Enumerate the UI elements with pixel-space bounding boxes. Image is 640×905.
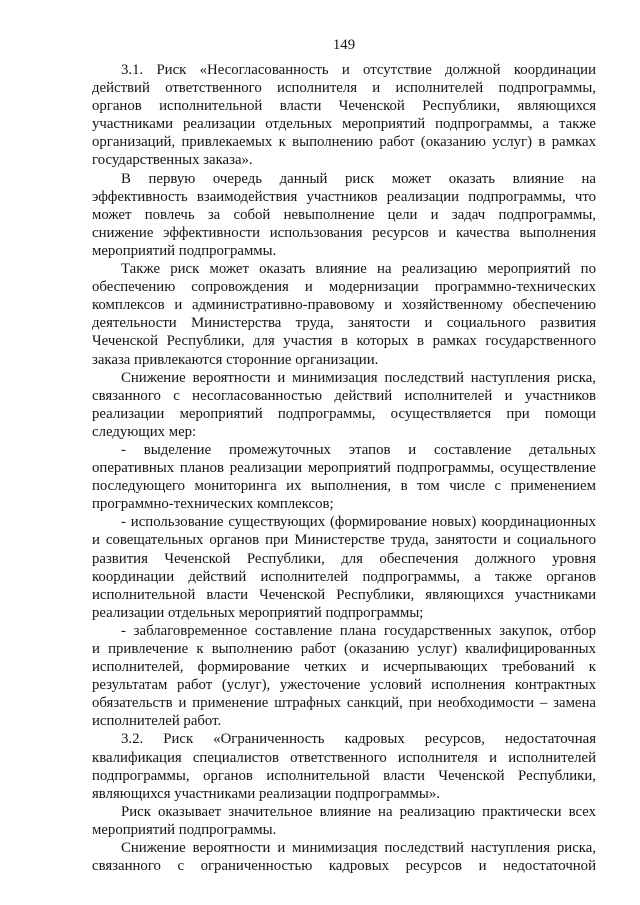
text-line: оперативных планов реализации мероприятий подпрограммы, осуществление [92, 460, 596, 477]
text-line: 3.2. Риск «Ограниченность кадровых ресурсов, недостаточная [121, 731, 596, 748]
text-line: обеспечению сопровождения и модернизации программно-технических [92, 279, 596, 296]
text-line: органов исполнительной власти Чеченской Республики, являющихся [92, 98, 596, 115]
text-line: действий ответственного исполнителя и исполнителей подпрограммы, [92, 80, 596, 97]
text-line: Снижение вероятности и минимизация последствий наступления риска, [121, 840, 596, 857]
text-line: Риск оказывает значительное влияние на реализацию практически всех [121, 803, 596, 820]
text-line: - выделение промежуточных этапов и составление детальных [121, 441, 596, 458]
text-line: являющихся участниками реализации подпрограммы». [92, 785, 440, 802]
text-line: комплексов и административно-правовому и хозяйственному обеспечению [92, 297, 596, 314]
text-line: и совещательных органов при Министерстве труда, занятости и социального [92, 532, 596, 549]
risk-3-2-paragraph [92, 730, 596, 802]
text-line: деятельности Министерства труда, занятости и социального развития [92, 315, 596, 332]
text-line: исполнителей, формирование четких и исчерпывающих требований к [92, 659, 596, 676]
body-text [92, 61, 596, 875]
mitigation-item-2 [92, 513, 596, 622]
text-line: координации действий исполнителей подпрограммы, а также органов [92, 568, 596, 585]
text-line: заказа привлекаются сторонние организации. [92, 351, 379, 368]
text-line: 3.1. Риск «Несогласованность и отсутствие должной координации [121, 62, 596, 78]
text-line: развития Чеченской Республики, для обеспечения должного уровня [92, 550, 596, 567]
text-line: подпрограммы, органов исполнительной власти Чеченской Республики, [92, 767, 596, 784]
text-line: В первую очередь данный риск может оказать влияние на [121, 170, 596, 187]
text-line: связанного с несогласованностью действий исполнителей и участников [92, 387, 596, 404]
text-line: программно-технических комплексов; [92, 496, 334, 513]
text-line: исполнительной власти Чеченской Республики, являющихся участниками [92, 586, 596, 603]
text-line: квалификация специалистов ответственного исполнителя и исполнителей [92, 749, 596, 766]
text-line: участниками реализации отдельных мероприятий подпрограммы, а также [92, 116, 596, 133]
text-line: государственных заказа». [92, 152, 253, 169]
risk-3-1-mitigation-intro-paragraph [92, 369, 596, 441]
text-line: последующего мониторинга их выполнения, в том числе с применением [92, 478, 596, 495]
text-line: связанного с ограниченностью кадровых ресурсов и недостаточной [92, 858, 596, 875]
text-line: - заблаговременное составление плана государственных закупок, отбор [121, 622, 596, 639]
risk-3-1-impact-paragraph [92, 170, 596, 260]
mitigation-item-3 [92, 622, 596, 731]
text-line: реализации мероприятий подпрограммы, осуществляется при помощи [92, 405, 596, 422]
text-line: реализации отдельных мероприятий подпрограммы; [92, 604, 424, 621]
text-line: эффективность взаимодействия участников реализации подпрограммы, что [92, 188, 596, 205]
risk-3-2-mitigation-intro-paragraph [92, 839, 596, 875]
text-line: следующих мер: [92, 423, 197, 440]
page-number: 149 [332, 37, 356, 53]
text-line: может повлечь за собой невыполнение цели и задач подпрограммы, [92, 206, 596, 223]
mitigation-item-1 [92, 441, 596, 513]
risk-3-1-paragraph [92, 61, 596, 170]
text-line: и привлечение к выполнению работ (оказанию услуг) квалифицированных [92, 641, 596, 657]
text-line: результатам работ (услуг), ужесточение условий исполнения контрактных [92, 677, 596, 694]
text-line: снижение эффективности использования ресурсов и качества выполнения [92, 224, 596, 241]
text-line: - использование существующих (формирование новых) координационных [121, 514, 596, 531]
text-line: обязательств и применение штрафных санкций, при необходимости – замена [92, 695, 596, 712]
text-line: исполнителей работ. [92, 713, 222, 730]
text-line: организаций, привлекаемых к выполнению работ (оказанию услуг) в рамках [92, 134, 596, 151]
text-line: Также риск может оказать влияние на реализацию мероприятий по [121, 261, 596, 278]
risk-3-1-additional-impact-paragraph [92, 260, 596, 369]
text-line: Снижение вероятности и минимизация последствий наступления риска, [121, 369, 596, 386]
text-line: Чеченской Республики, для участия в которых в рамках государственного [92, 333, 596, 350]
text-line: мероприятий подпрограммы. [92, 821, 277, 838]
risk-3-2-impact-paragraph [92, 803, 596, 839]
text-line: мероприятий подпрограммы. [92, 242, 277, 259]
